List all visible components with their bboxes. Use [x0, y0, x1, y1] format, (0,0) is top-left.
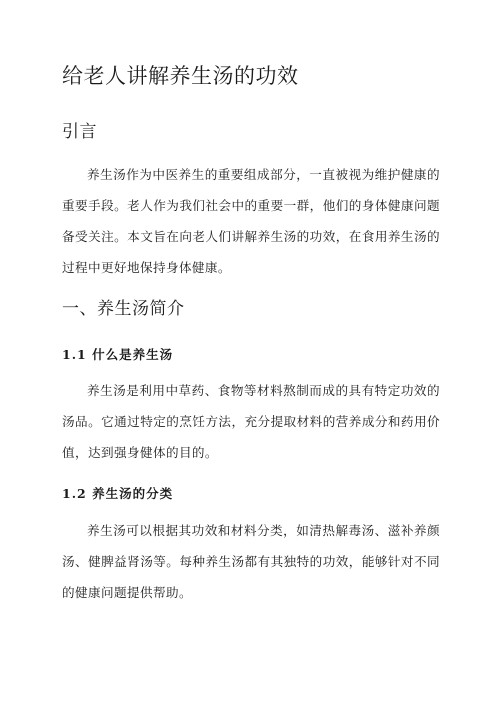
intro-paragraph: 养生汤作为中医养生的重要组成部分，一直被视为维护健康的重要手段。老人作为我们社会中的重要一群，他们的身体健康问题备受关注。本文旨在向老人们讲解养生汤的功效，在食用养生汤的过程中更好地保持身体健康。	[62, 167, 440, 275]
subsection-1-2-paragraph: 养生汤可以根据其功效和材料分类，如清热解毒汤、滋补养颜汤、健脾益肾汤等。每种养生汤都有其独特的功效，能够针对不同的健康问题提供帮助。	[62, 523, 440, 600]
subsection-heading-1-2: 1.2 养生汤的分类	[62, 486, 174, 501]
subsection-1-1-paragraph: 养生汤是利用中草药、食物等材料熬制而成的具有特定功效的汤品。它通过特定的烹饪方法，充分提取材料的营养成分和药用价值，达到强身健体的目的。	[62, 383, 440, 460]
section-heading-overview: 一、养生汤简介	[62, 299, 185, 319]
document-title: 给老人讲解养生汤的功效	[62, 64, 299, 88]
section-heading-intro: 引言	[62, 122, 97, 142]
subsection-heading-1-1: 1.1 什么是养生汤	[62, 347, 174, 362]
